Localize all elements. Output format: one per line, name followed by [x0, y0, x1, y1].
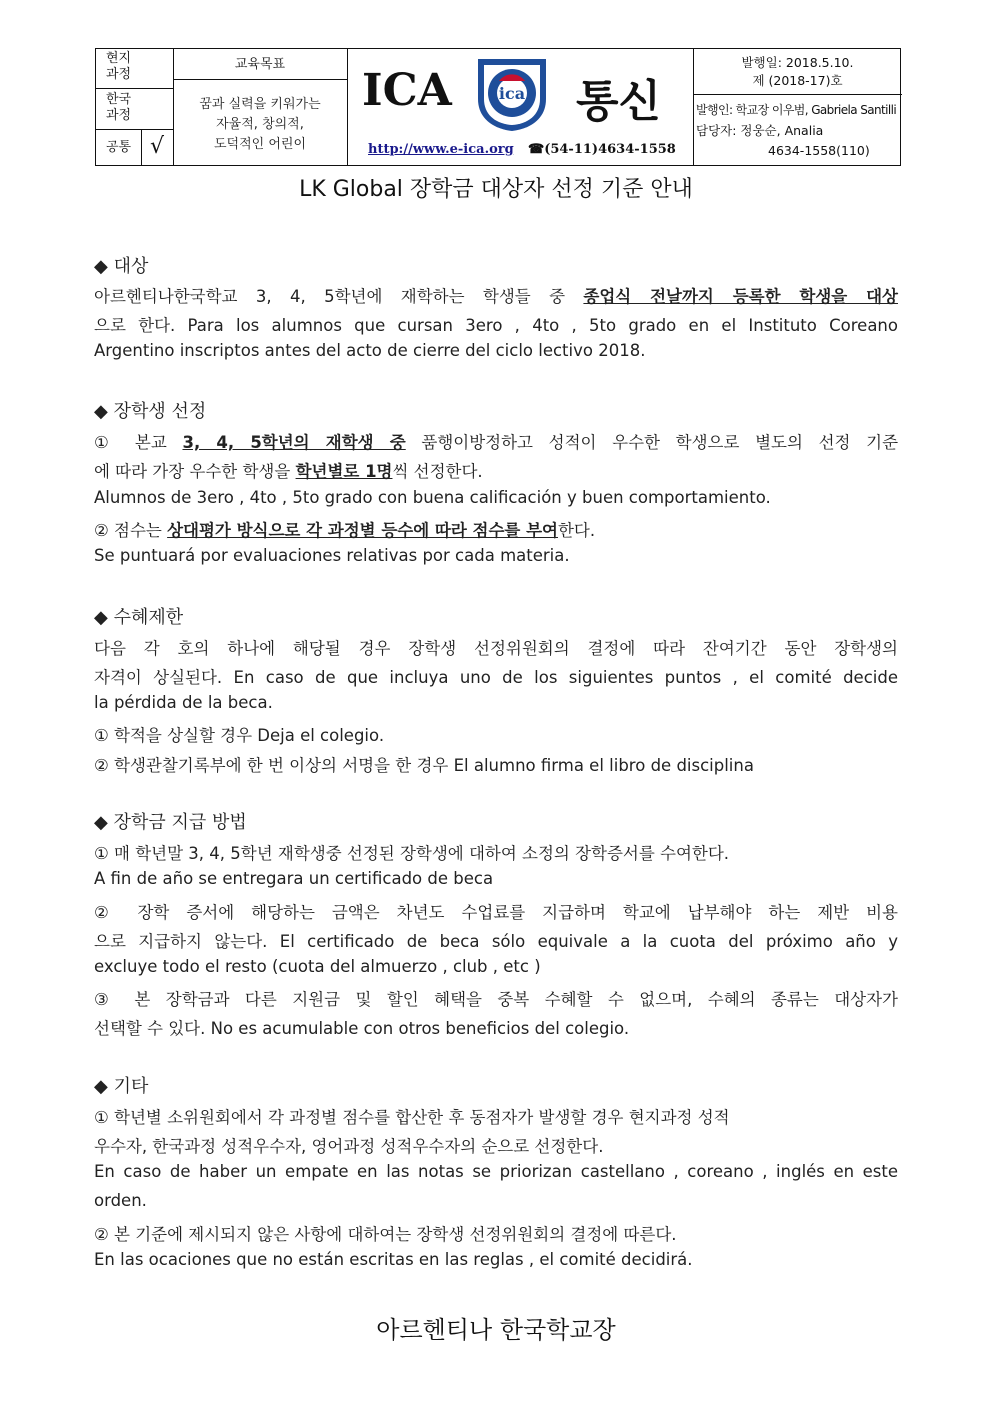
course-local-label: 현지 과정: [105, 51, 132, 82]
paragraph-line: 으로 지급하지 않는다. El certificado de beca sólo equivale a la cuota del próximo año y: [94, 932, 898, 951]
paragraph-line: En las ocaciones que no están escritas en las reglas , el comité decidirá.: [94, 1250, 693, 1269]
signature-principal: 아르헨티나 한국학교장: [376, 1316, 616, 1344]
paragraph-line: Argentino inscriptos antes del acto de cierre del ciclo lectivo 2018.: [94, 341, 646, 360]
paragraph-line: 아르헨티나한국학교 3, 4, 5학년에 재학하는 학생들 중 종업식 전날까지 등록한 학생을 대상: [94, 287, 898, 306]
section-heading-payment: ◆ 장학금 지급 방법: [94, 812, 247, 833]
paragraph-line: A fin de año se entregara un certificado de beca: [94, 869, 494, 888]
contact-phone: 4634-1558(110): [768, 143, 870, 158]
paragraph-line: ③ 본 장학금과 다른 지원금 및 할인 혜택을 중복 수혜할 수 없으며, 수혜의 종류는 대상자가: [94, 990, 898, 1009]
contact-person: 담당자: 정웅순, Analia: [696, 123, 824, 138]
paragraph-line: En caso de haber un empate en las notas se priorizan castellano , coreano , inglés en este: [94, 1162, 898, 1181]
course-common-label: 공통: [105, 140, 132, 155]
course-korean-label: 한국 과정: [105, 92, 132, 123]
education-goal-text: 꿈과 실력을 키워가는 자율적, 창의적, 도덕적인 어린이: [199, 97, 321, 152]
section-heading-target: ◆ 대상: [94, 256, 149, 277]
section-heading-limit: ◆ 수혜제한: [94, 607, 184, 628]
paragraph-line: 자격이 상실된다. En caso de que incluya uno de los siguientes puntos , el comité decide: [94, 668, 898, 687]
paragraph-line: Se puntuará por evaluaciones relativas por cada materia.: [94, 546, 570, 565]
paragraph-line: 으로 한다. Para los alumnos que cursan 3ero , 4to , 5to grado en el Instituto Coreano: [94, 316, 898, 335]
section-heading-selection: ◆ 장학생 선정: [94, 401, 207, 422]
paragraph-line: ① 학적을 상실할 경우 Deja el colegio.: [94, 726, 385, 745]
website-link[interactable]: http://www.e-ica.org: [368, 142, 514, 157]
newsletter-name: 통신: [576, 76, 662, 127]
document-title: LK Global 장학금 대상자 선정 기준 안내: [299, 177, 693, 202]
header-table: [95, 48, 901, 166]
paragraph-line: Alumnos de 3ero , 4to , 5to grado con buena calificación y buen comportamiento.: [94, 488, 771, 507]
paragraph-line: la pérdida de la beca.: [94, 693, 273, 712]
section-heading-other: ◆ 기타: [94, 1076, 149, 1097]
svg-text:ica: ica: [498, 84, 526, 103]
paragraph-line: ② 본 기준에 제시되지 않은 사항에 대하여는 장학생 선정위원회의 결정에 따른다.: [94, 1225, 677, 1244]
paragraph-line: ② 장학 증서에 해당하는 금액은 차년도 수업료를 지급하며 학교에 납부해야 하는 제반 비용: [94, 903, 898, 922]
check-mark: √: [149, 134, 165, 159]
publisher: 발행인: 학교장 이우범, Gabriela Santilli: [696, 103, 897, 117]
paragraph-line: 에 따라 가장 우수한 학생을 학년별로 1명씩 선정한다.: [94, 462, 483, 481]
paragraph-line: excluye todo el resto (cuota del almuerzo , club , etc ): [94, 957, 541, 976]
ica-wordmark: ICA: [362, 65, 452, 116]
education-goal-title: 교육목표: [234, 57, 286, 72]
paragraph-line: 우수자, 한국과정 성적우수자, 영어과정 성적우수자의 순으로 선정한다.: [94, 1137, 604, 1156]
paragraph-line: ② 학생관찰기록부에 한 번 이상의 서명을 한 경우 El alumno firma el libro de disciplina: [94, 756, 754, 775]
paragraph-line: ② 점수는 상대평가 방식으로 각 과정별 등수에 따라 점수를 부여한다.: [94, 521, 596, 540]
paragraph-line: ① 학년별 소위원회에서 각 과정별 점수를 합산한 후 동점자가 발생할 경우 현지과정 성적: [94, 1108, 730, 1127]
issue-date: 발행일: 2018.5.10.: [741, 55, 854, 70]
paragraph-line: 다음 각 호의 하나에 해당될 경우 장학생 선정위원회의 결정에 따라 잔여기간 동안 장학생의: [94, 639, 898, 658]
paragraph-line: ① 본교 3, 4, 5학년의 재학생 중 품행이방정하고 성적이 우수한 학생으로 별도의 선정 기준: [94, 433, 899, 452]
school-logo-icon: [474, 55, 550, 133]
paragraph-line: 선택할 수 있다. No es acumulable con otros beneficios del colegio.: [94, 1019, 630, 1038]
paragraph-line: ① 매 학년말 3, 4, 5학년 재학생중 선정된 장학생에 대하여 소정의 장학증서를 수여한다.: [94, 844, 730, 863]
school-phone: ☎(54-11)4634-1558: [528, 142, 676, 157]
issue-number: 제 (2018-17)호: [752, 73, 843, 88]
paragraph-line: orden.: [94, 1191, 147, 1210]
